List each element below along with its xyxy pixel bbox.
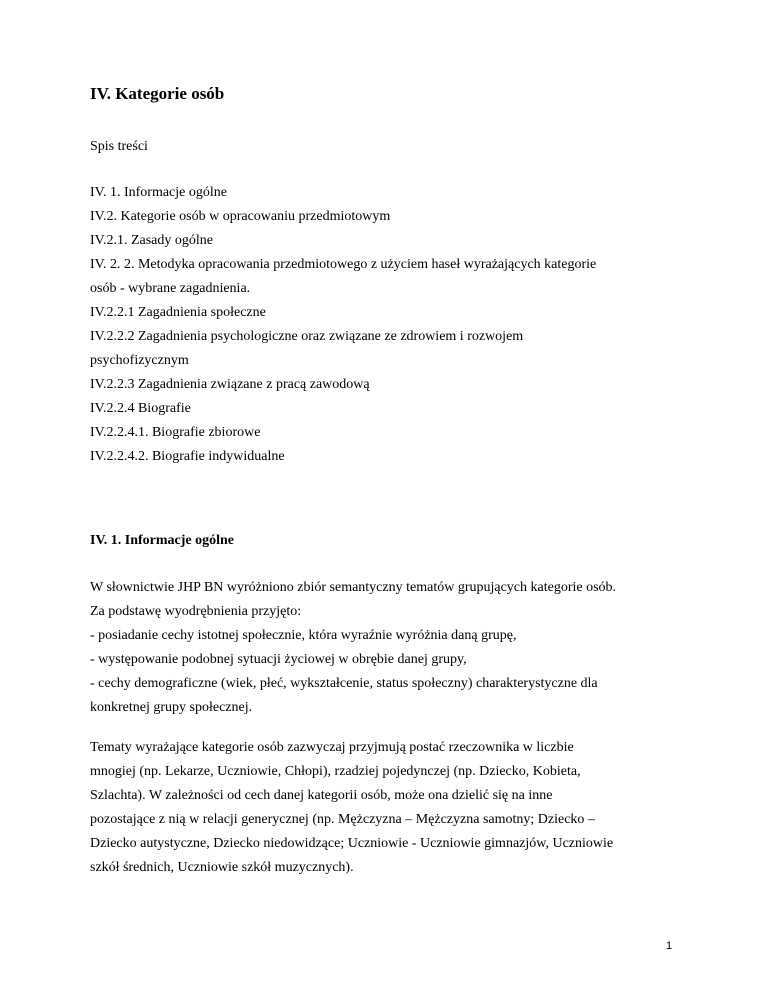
- toc-item-continuation: osób - wybrane zagadnienia.: [90, 281, 251, 296]
- paragraph-1: [90, 576, 690, 720]
- paragraph-line: szkół średnich, Uczniowie szkół muzycznych).: [90, 860, 354, 875]
- toc-item: IV.2.2.3 Zagadnienia związane z pracą zawodową: [90, 377, 370, 392]
- toc-item: IV.2.2.4 Biografie: [90, 401, 191, 416]
- toc-item: IV.2.2.1 Zagadnienia społeczne: [90, 305, 266, 320]
- document-title: IV. Kategorie osób: [90, 84, 225, 103]
- paragraph-line: - występowanie podobnej sytuacji życiowej w obrębie danej grupy,: [90, 652, 467, 667]
- paragraph-line: - posiadanie cechy istotnej społecznie, która wyraźnie wyróżnia daną grupę,: [90, 628, 517, 643]
- toc-item: IV.2.1. Zasady ogólne: [90, 233, 213, 248]
- toc-heading: Spis treści: [90, 139, 148, 154]
- paragraph-line: mnogiej (np. Lekarze, Uczniowie, Chłopi), rzadziej pojedynczej (np. Dziecko, Kobieta,: [90, 764, 581, 779]
- paragraph-line: Szlachta). W zależności od cech danej kategorii osób, może ona dzielić się na inne: [90, 788, 553, 803]
- paragraph-line: pozostające z nią w relacji generycznej (np. Mężczyzna – Mężczyzna samotny; Dziecko –: [90, 812, 595, 827]
- paragraph-line: W słownictwie JHP BN wyróżniono zbiór semantyczny tematów grupujących kategorie osób.: [90, 580, 617, 595]
- toc-item: IV. 1. Informacje ogólne: [90, 185, 227, 200]
- toc-item-continuation: psychofizycznym: [90, 353, 189, 368]
- paragraph-line: konkretnej grupy społecznej.: [90, 700, 253, 715]
- page-content: [90, 84, 690, 880]
- paragraph-line: - cechy demograficzne (wiek, płeć, wykształcenie, status społeczny) charakterystyczne dla: [90, 676, 598, 691]
- page-number: 1: [666, 940, 673, 952]
- paragraph-line: Dziecko autystyczne, Dziecko niedowidzące; Uczniowie - Uczniowie gimnazjów, Uczniowie: [90, 836, 614, 851]
- paragraph-line: Za podstawę wyodrębnienia przyjęto:: [90, 604, 302, 619]
- paragraph-2: [90, 736, 690, 880]
- paragraph-line: Tematy wyrażające kategorie osób zazwyczaj przyjmują postać rzeczownika w liczbie: [90, 740, 574, 755]
- table-of-contents: [90, 181, 690, 469]
- section-heading: IV. 1. Informacje ogólne: [90, 533, 235, 548]
- toc-item: IV. 2. 2. Metodyka opracowania przedmiotowego z użyciem haseł wyrażających kategorie: [90, 257, 597, 272]
- toc-item: IV.2.2.2 Zagadnienia psychologiczne oraz związane ze zdrowiem i rozwojem: [90, 329, 524, 344]
- toc-item: IV.2.2.4.2. Biografie indywidualne: [90, 449, 285, 464]
- toc-item: IV.2. Kategorie osób w opracowaniu przedmiotowym: [90, 209, 391, 224]
- toc-item: IV.2.2.4.1. Biografie zbiorowe: [90, 425, 261, 440]
